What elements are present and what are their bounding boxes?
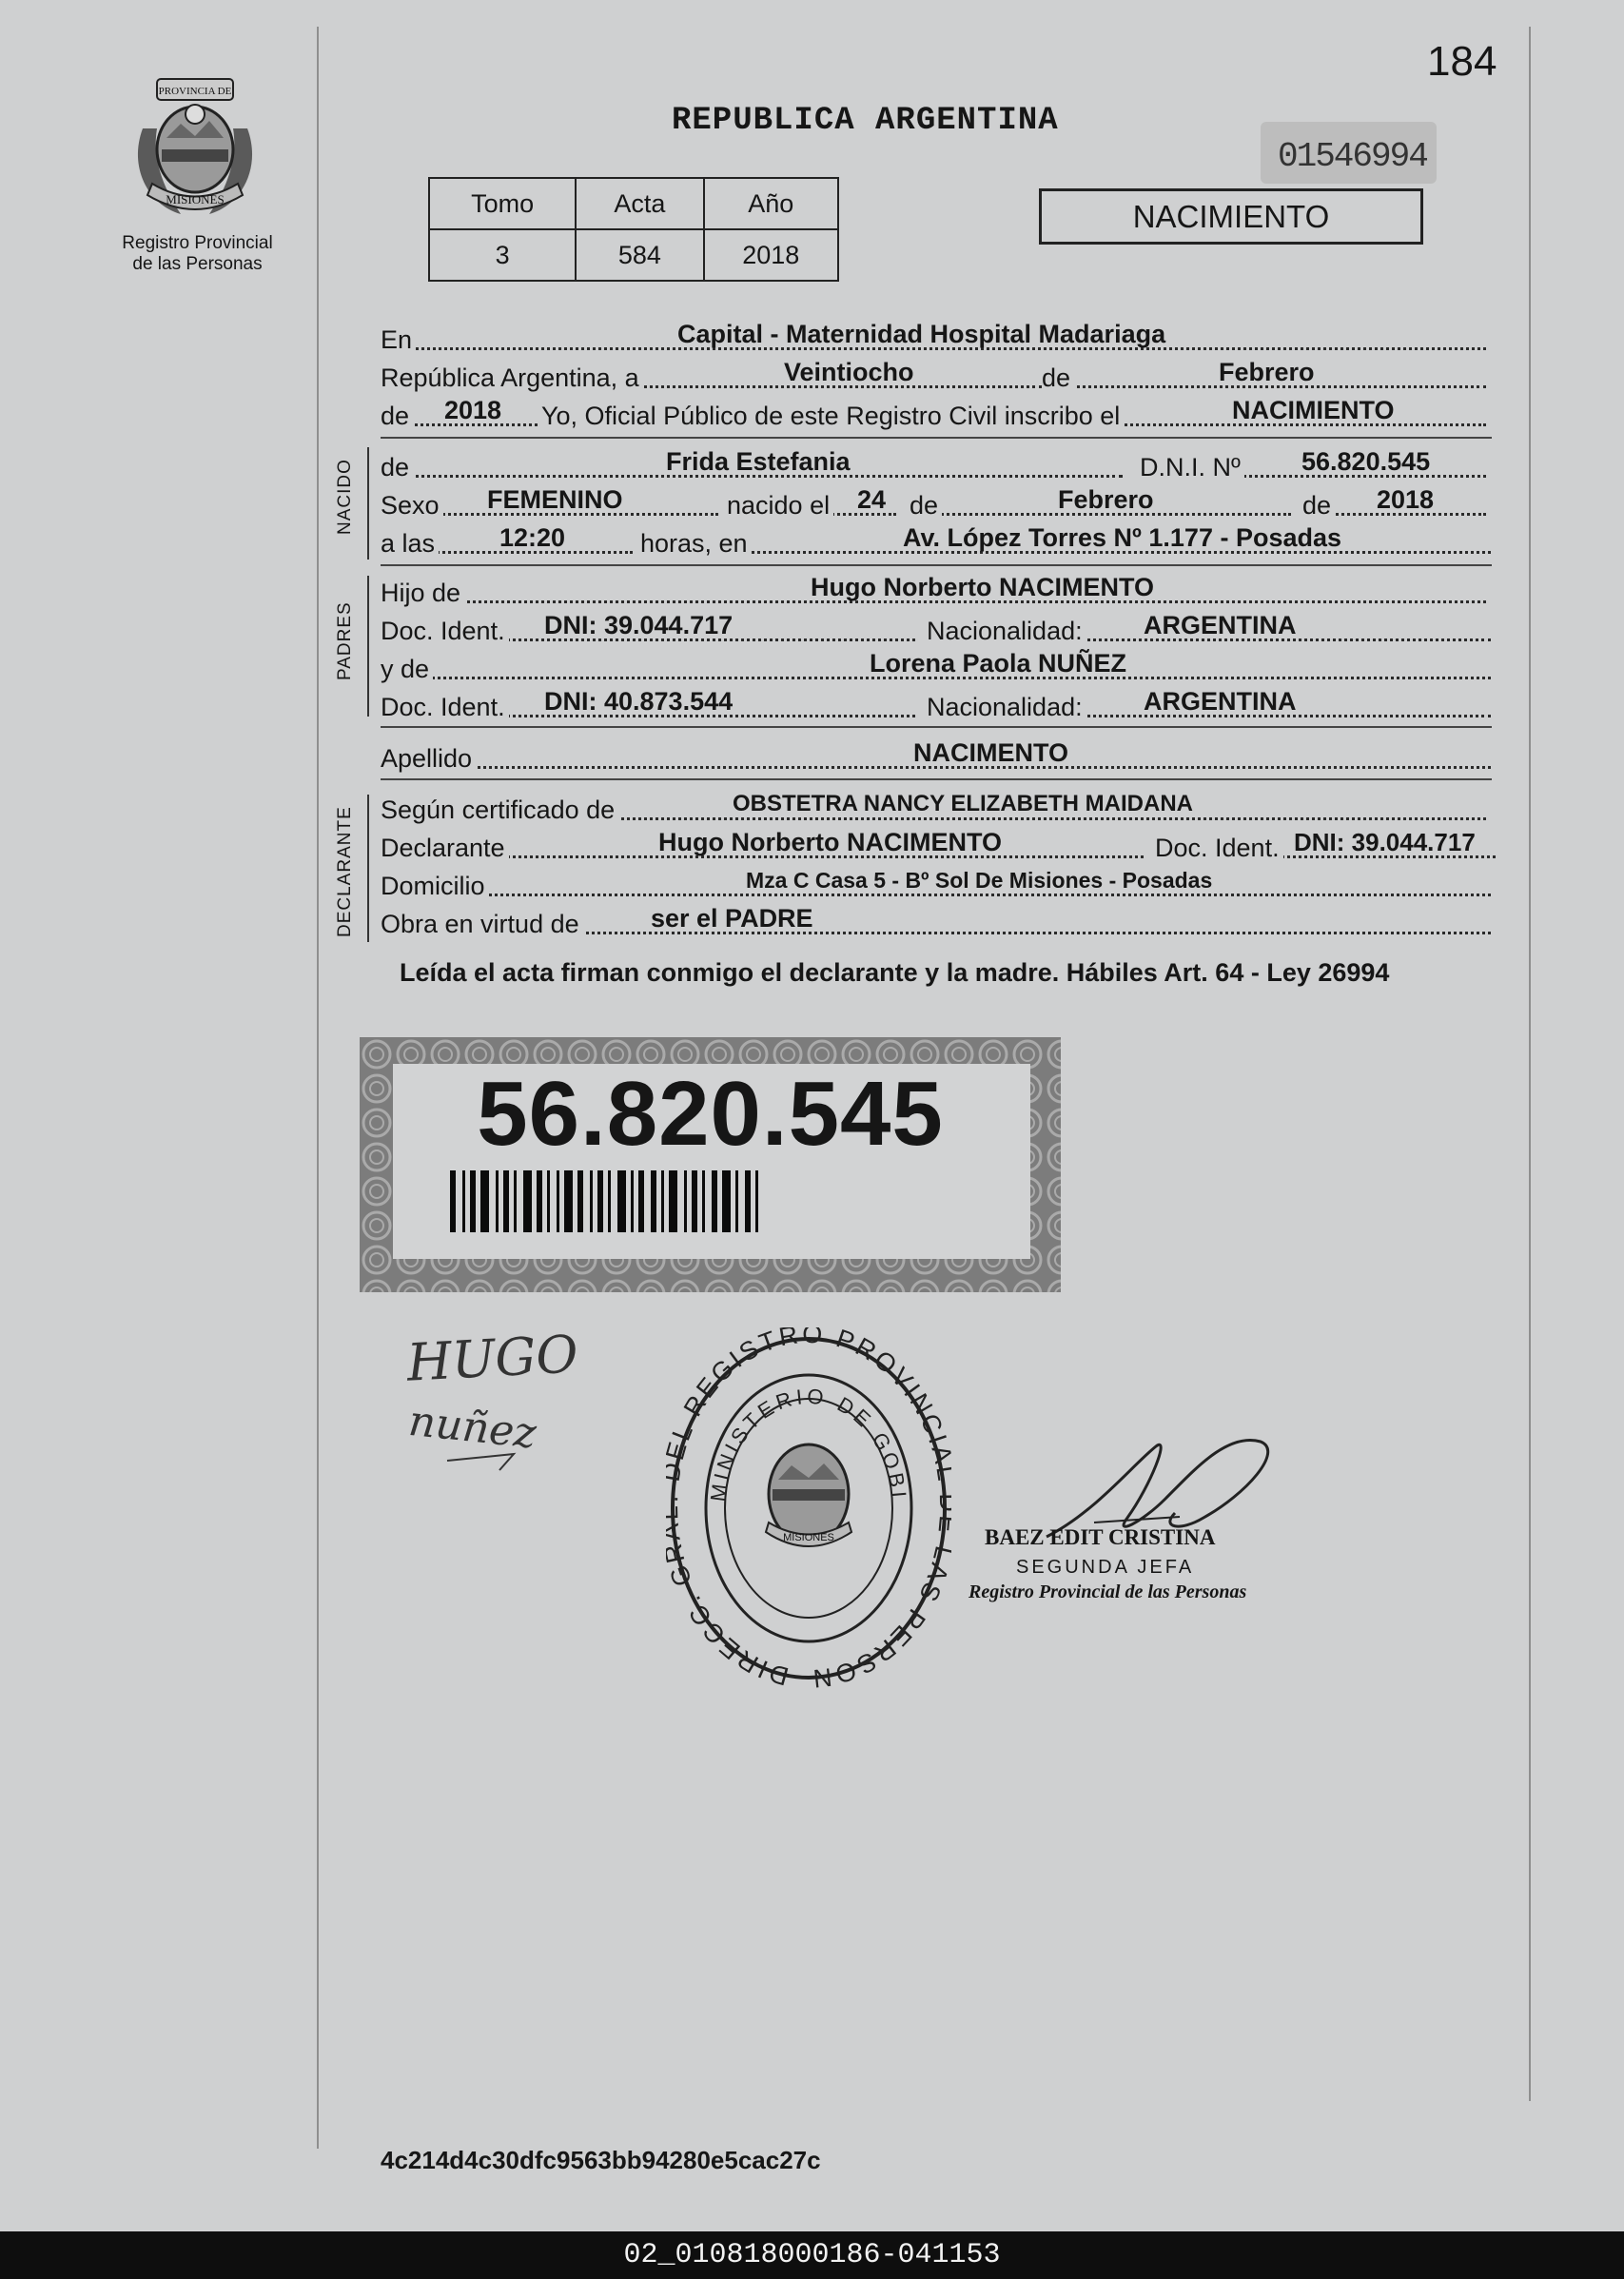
padres-section-bar: [367, 576, 369, 717]
father-doc-label: Doc. Ident.: [381, 615, 509, 647]
record-table-value-row: [429, 229, 838, 281]
certificado-field: [381, 791, 1486, 826]
declarante-section-bar: [367, 795, 369, 942]
place-value: Capital - Maternidad Hospital Madariaga: [677, 320, 1166, 348]
svg-text:nuñez: nuñez: [406, 1396, 538, 1459]
misiones-crest-icon: [124, 71, 266, 233]
barcode-caption: 02_010818000186-041153: [623, 2239, 1001, 2271]
dni-label: D.N.I. Nº: [1123, 451, 1244, 483]
apellido-field: [381, 738, 1491, 775]
mother-doc-field: [381, 687, 915, 723]
birth-de2-label: de: [1291, 489, 1335, 521]
apellido-value: NACIMENTO: [913, 738, 1069, 767]
nacido-section-bar: [367, 447, 369, 560]
registry-name-line2: de las Personas: [132, 254, 263, 274]
mother-doc-label: Doc. Ident.: [381, 691, 509, 723]
year-value: 2018: [444, 396, 502, 424]
dni-sticker: [360, 1037, 1061, 1292]
father-doc-field: [381, 611, 915, 647]
a-las-label: a las: [381, 527, 439, 560]
serial-number: 01546994: [1278, 137, 1427, 176]
padres-section-label: PADRES: [335, 601, 355, 680]
declarante-field: [381, 828, 1144, 864]
en-label: En: [381, 324, 416, 356]
time-field: [381, 523, 633, 560]
yo-text: Yo, Oficial Público de este Registro Civil inscribo el: [538, 400, 1124, 432]
birth-year-value: 2018: [1377, 485, 1435, 514]
birth-place-field: [633, 523, 1491, 560]
signatory-title: SEGUNDA JEFA: [1016, 1557, 1195, 1578]
father-doc-value: DNI: 39.044.717: [544, 611, 734, 639]
inscribo-value: NACIMIENTO: [1232, 396, 1395, 424]
de-label: de: [1042, 362, 1074, 394]
declarante-section-label: DECLARANTE: [335, 806, 355, 937]
ano-header: Año: [704, 178, 838, 229]
country-title: REPUBLICA ARGENTINA: [672, 103, 1059, 139]
svg-text:HUGO: HUGO: [405, 1324, 580, 1393]
mother-name-field: [381, 649, 1491, 685]
svg-text:MISIONES: MISIONES: [783, 1532, 834, 1543]
republica-label: República Argentina, a: [381, 362, 643, 394]
official-seal-stamp: [666, 1327, 951, 1689]
child-dni-field: [1123, 447, 1486, 483]
handwriting-signature: [400, 1318, 580, 1484]
signatory-name: BAEZ EDIT CRISTINA: [985, 1525, 1216, 1549]
father-name-field: [381, 573, 1486, 609]
barcode-caption-bar: [0, 2231, 1624, 2279]
document-hash: 4c214d4c30dfc9563bb94280e5cac27c: [381, 2146, 821, 2174]
inscribo-field: [538, 396, 1486, 432]
sexo-value: FEMENINO: [487, 485, 623, 514]
domicilio-label: Domicilio: [381, 870, 489, 902]
registry-name: [105, 233, 290, 275]
act-type-box: [1039, 188, 1423, 245]
ano-value: 2018: [704, 229, 838, 281]
certificado-label: Según certificado de: [381, 794, 618, 826]
official-seal: [666, 1327, 951, 1689]
declarante-doc-value: DNI: 39.044.717: [1294, 828, 1476, 856]
birth-day-value: 24: [857, 485, 887, 514]
nacido-name-field: [381, 447, 1123, 483]
dni-sticker-number: 56.820.545: [477, 1063, 944, 1165]
birth-year-field: [1291, 485, 1486, 521]
obra-label: Obra en virtud de: [381, 908, 583, 940]
child-dni-value: 56.820.545: [1301, 447, 1431, 476]
padres-divider: [381, 726, 1492, 728]
father-nationality-field: [915, 611, 1491, 647]
registry-emblem: [124, 71, 266, 233]
serial-stamp: [1261, 122, 1437, 184]
month-field: [1042, 358, 1486, 394]
handwritten-name: [400, 1318, 580, 1484]
birth-month-value: Febrero: [1058, 485, 1154, 514]
obra-value: ser el PADRE: [651, 904, 813, 933]
nacido-el-label: nacido el: [718, 489, 833, 521]
svg-text:MINISTERIO DE GOBIERNO: MINISTERIO DE GOBI: [705, 1384, 911, 1503]
act-type: NACIMIENTO: [1132, 199, 1330, 234]
sexo-label: Sexo: [381, 489, 443, 521]
domicilio-field: [381, 870, 1491, 902]
acta-value: 584: [576, 229, 703, 281]
day-words-value: Veintiocho: [784, 358, 914, 386]
en-field: [381, 320, 1486, 356]
de-year-label: de: [381, 400, 413, 432]
record-table: [428, 177, 839, 282]
nacido-divider: [381, 564, 1492, 566]
obra-field: [381, 904, 1491, 940]
svg-text:MISIONES: MISIONES: [166, 192, 225, 206]
left-margin-line: [317, 27, 319, 2149]
nacido-section-label: NACIDO: [335, 459, 355, 535]
father-name-value: Hugo Norberto NACIMENTO: [811, 573, 1154, 601]
record-table-header-row: [429, 178, 838, 229]
acta-header: Acta: [576, 178, 703, 229]
tomo-header: Tomo: [429, 178, 576, 229]
page-number: 184: [1427, 38, 1497, 85]
mother-name-value: Lorena Paola NUÑEZ: [870, 649, 1127, 678]
horas-label: horas, en: [633, 527, 752, 560]
child-name-value: Frida Estefania: [666, 447, 851, 476]
mother-doc-value: DNI: 40.873.544: [544, 687, 734, 716]
signatory-office: Registro Provincial de las Personas: [969, 1582, 1247, 1602]
hijo-de-label: Hijo de: [381, 577, 464, 609]
time-value: 12:20: [499, 523, 566, 552]
republica-field: [381, 358, 1042, 394]
registry-name-line1: Registro Provincial: [122, 233, 273, 253]
intro-divider: [381, 437, 1492, 439]
nacido-de-label: de: [381, 451, 413, 483]
declarante-doc-label: Doc. Ident.: [1144, 832, 1283, 864]
mother-nationality-label: Nacionalidad:: [915, 691, 1086, 723]
declarante-value: Hugo Norberto NACIMENTO: [658, 828, 1002, 856]
year-field: [381, 396, 538, 432]
mother-nationality-value: ARGENTINA: [1144, 687, 1297, 716]
birth-month-field: [896, 485, 1291, 521]
right-margin-line: [1529, 27, 1531, 2101]
y-de-label: y de: [381, 653, 433, 685]
declarante-doc-field: [1144, 828, 1496, 864]
domicilio-value: Mza C Casa 5 - Bº Sol De Misiones - Posadas: [746, 868, 1213, 893]
svg-text:DIRECC. GRAL. DEL REGISTRO PRO: DIRECC. G L REGISTRO PROVINCI AS PERSON: [666, 1327, 951, 1689]
declarante-label: Declarante: [381, 832, 509, 864]
birth-place-value: Av. López Torres Nº 1.177 - Posadas: [903, 523, 1342, 552]
tomo-value: 3: [429, 229, 576, 281]
birth-de-label: de: [896, 489, 942, 521]
apellido-divider: [381, 778, 1492, 780]
month-value: Febrero: [1219, 358, 1315, 386]
closing-text: Leída el acta firman conmigo el declarante y la madre. Hábiles Art. 64 - Ley 26994: [400, 958, 1390, 987]
mother-nationality-field: [915, 687, 1491, 723]
certificado-value: OBSTETRA NANCY ELIZABETH MAIDANA: [733, 791, 1193, 816]
apellido-label: Apellido: [381, 742, 476, 775]
sexo-field: [381, 485, 718, 521]
birth-day-field: [718, 485, 896, 521]
father-nationality-value: ARGENTINA: [1144, 611, 1297, 639]
svg-text:PROVINCIA DE: PROVINCIA DE: [158, 86, 232, 97]
father-nationality-label: Nacionalidad:: [915, 615, 1086, 647]
